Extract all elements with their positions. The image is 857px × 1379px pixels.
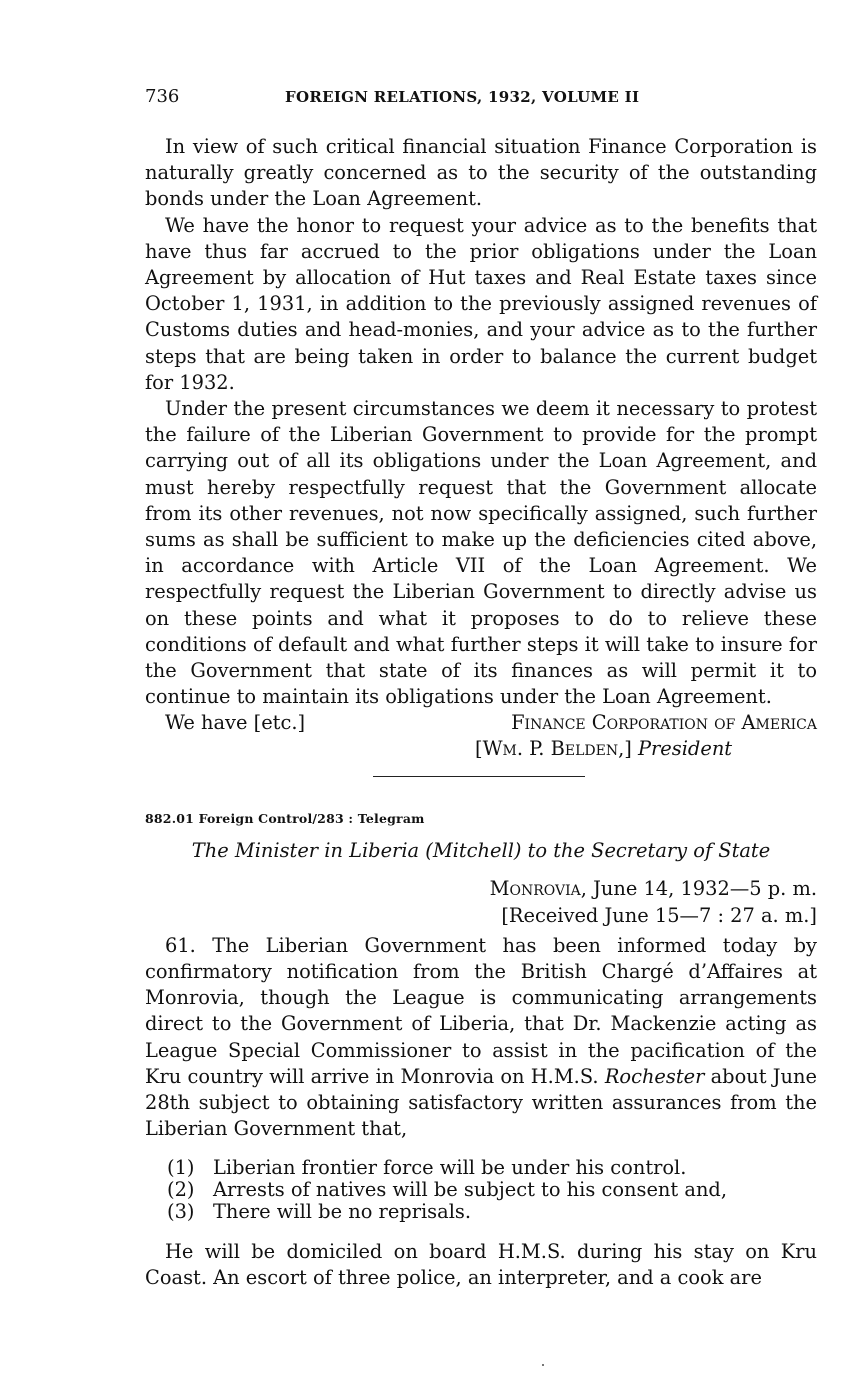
telegram-continuation — [145, 1239, 817, 1291]
signer-bracket-open: [ — [475, 737, 483, 761]
running-title: FOREIGN RELATIONS, 1932, VOLUME II — [285, 88, 640, 106]
telegram-body — [145, 933, 817, 1143]
list-item-number: (3) — [167, 1199, 195, 1223]
list-item — [145, 1179, 817, 1201]
list-item-text: Liberian frontier force will be under his control. — [213, 1155, 687, 1179]
list-item-text: There will be no reprisals. — [213, 1199, 472, 1223]
place-name: Monrovia — [489, 877, 581, 901]
list-item — [145, 1201, 817, 1223]
letter-paragraph-1: In view of such critical financial situation Finance Corporation is naturally greatly concerned as to the security of the outstanding bonds under the Loan Agreement. — [145, 135, 817, 211]
telegram-text-part-1: 61. The Liberian Government has been informed today by confirmatory notification from the British Chargé d’Affaires at Monrovia, though the League is communicating arrangements direct to the Government of Liberia, that Dr. Mackenzie acting as League Special Commissioner to assist in the pacification of the Kru country will arrive in Monrovia on H.M.S. — [145, 933, 817, 1088]
received-line: [Received June 15—7 : 27 a. m.] — [501, 903, 817, 927]
page-number: 736 — [145, 86, 180, 107]
signer-bracket-close: ] — [624, 737, 638, 761]
signer-name: Wm. P. Belden, — [482, 737, 625, 761]
letter-paragraph-2: We have the honor to request your advice as to the benefits that have thus far accrued to the prior obligations under the Loan Agreement by allocation of Hut taxes and Real Estate taxes since October 1, 1931, in addition to the previously assigned revenues of Customs duties and head-monies, and your advice as to the further steps that are being taken in order to balance the current budget for 1932. — [145, 213, 817, 394]
list-item-text: Arrests of natives will be subject to his consent and, — [213, 1177, 728, 1201]
document-title: The Minister in Liberia (Mitchell) to the Secretary of State — [191, 839, 771, 863]
dateline — [145, 876, 817, 928]
document-page — [145, 86, 817, 1291]
scan-speck — [542, 1364, 544, 1366]
signer-line — [475, 736, 732, 762]
letter-closing — [145, 710, 817, 764]
ship-name: Rochester — [604, 1064, 705, 1088]
section-divider — [373, 776, 585, 777]
complimentary-close: We have [etc.] — [165, 711, 306, 735]
letter-body — [145, 134, 817, 710]
list-item — [145, 1157, 817, 1179]
signing-organization: Finance Corporation of America — [511, 711, 817, 735]
telegram-text-part-2: about June 28th subject to obtaining satisfactory written assurances from the Liberian Government that, — [145, 1064, 817, 1141]
telegram-paragraph-1 — [145, 933, 817, 1143]
conditions-list — [145, 1157, 817, 1223]
list-item-number: (2) — [167, 1177, 195, 1201]
signer-title: President — [637, 737, 733, 761]
page-header — [145, 86, 817, 112]
sent-line — [145, 876, 817, 902]
file-reference: 882.01 Foreign Control/283 : Telegram — [145, 811, 425, 827]
telegram-paragraph-2: He will be domiciled on board H.M.S. during his stay on Kru Coast. An escort of three police, an interpreter, and a cook are — [145, 1239, 817, 1289]
date-sent: , June 14, 1932—5 p. m. — [580, 877, 817, 901]
list-item-number: (1) — [167, 1155, 195, 1179]
letter-paragraph-3: Under the present circumstances we deem it necessary to protest the failure of the Liberian Government to provide for the prompt carrying out of all its obligations under the Loan Agreement, and must hereby respectfully request that the Government allocate from its other revenues, not now specifically assigned, such further sums as shall be sufficient to make up the deficiencies cited above, in accordance with Article VII of the Loan Agreement. We respectfully request the Liberian Government to directly advise us on these points and what it proposes to do to relieve these conditions of default and what further steps it will take to insure for the Government that state of its finances as will permit it to continue to maintain its obligations under the Loan Agreement. — [145, 397, 817, 709]
